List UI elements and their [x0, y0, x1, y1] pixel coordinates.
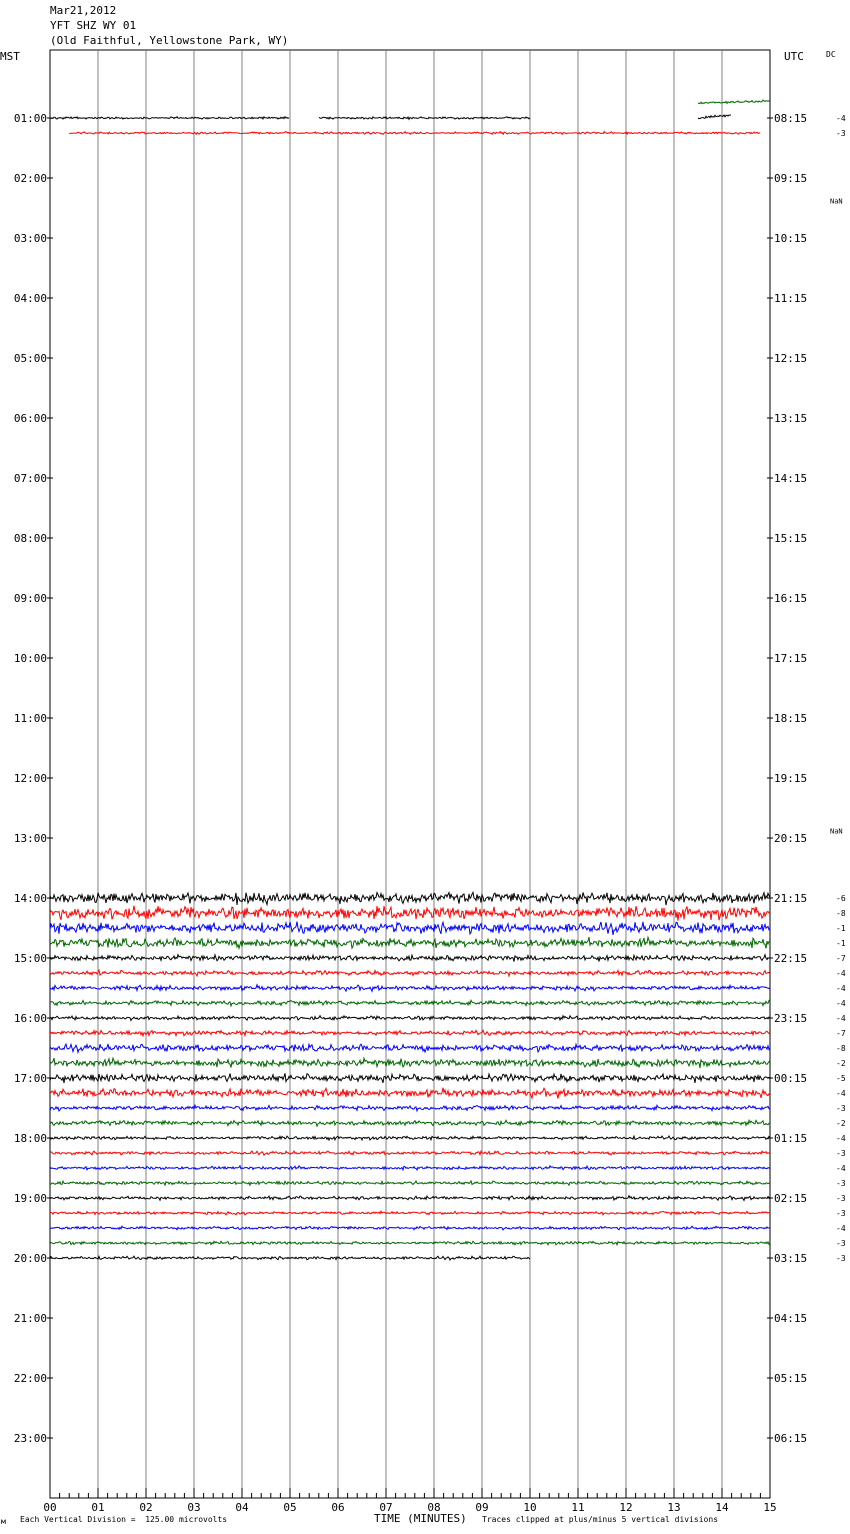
x-tick-label: 12: [619, 1501, 633, 1514]
seismic-trace: [50, 985, 770, 992]
seismic-trace: [50, 1016, 770, 1021]
right-timezone-label: UTC: [784, 50, 804, 63]
seismic-trace: [50, 906, 770, 921]
trace-offset-label: -1: [836, 924, 846, 933]
x-tick-label: 15: [763, 1501, 777, 1514]
trace-offset-label: -8: [836, 1044, 846, 1053]
y-hour-label-left: 05:00: [13, 352, 47, 365]
station-code: YFT SHZ WY 01: [50, 19, 137, 32]
trace-offset-label: -4: [836, 114, 846, 123]
x-tick-label: 05: [283, 1501, 297, 1514]
trace-offset-label: -4: [836, 1089, 846, 1098]
trace-offset-label: -4: [836, 1134, 846, 1143]
seismic-trace: [50, 1226, 770, 1230]
trace-offset-label: -4: [836, 969, 846, 978]
y-hour-label-right: 05:15: [774, 1372, 808, 1385]
y-hour-label-left: 09:00: [13, 592, 47, 605]
x-tick-label: 04: [235, 1501, 249, 1514]
trace-offset-label: -7: [836, 954, 846, 963]
y-hour-label-right: 08:15: [774, 112, 808, 125]
y-hour-label-left: 18:00: [13, 1132, 47, 1145]
seismic-trace: [698, 100, 770, 104]
seismic-trace: [50, 937, 770, 948]
seismic-trace: [50, 1166, 770, 1170]
clip-note: Traces clipped at plus/minus 5 vertical divisions: [482, 1515, 719, 1524]
y-hour-label-left: 02:00: [13, 172, 47, 185]
y-hour-label-left: 12:00: [13, 772, 47, 785]
y-hour-label-left: 08:00: [13, 532, 47, 545]
y-hour-label-left: 20:00: [13, 1252, 47, 1265]
x-tick-label: 06: [331, 1501, 345, 1514]
y-hour-label-right: 06:15: [774, 1432, 808, 1445]
trace-offset-label: -3: [836, 1104, 846, 1113]
y-hour-label-left: 23:00: [13, 1432, 47, 1445]
y-hour-label-right: 00:15: [774, 1072, 808, 1085]
plot-date: Mar21,2012: [50, 4, 117, 17]
y-hour-label-right: 11:15: [774, 292, 808, 305]
x-tick-label: 09: [475, 1501, 489, 1514]
y-hour-label-left: 03:00: [13, 232, 47, 245]
seismic-trace: [50, 1181, 770, 1185]
seismic-trace: [50, 1105, 770, 1111]
y-hour-label-left: 13:00: [13, 832, 47, 845]
y-hour-label-left: 06:00: [13, 412, 47, 425]
seismic-trace: [50, 1073, 770, 1083]
seismic-trace: [50, 1151, 770, 1155]
x-tick-label: 02: [139, 1501, 153, 1514]
seismic-trace: [50, 955, 770, 962]
trace-offset-label: -3: [836, 1209, 846, 1218]
y-hour-label-left: 10:00: [13, 652, 47, 665]
x-tick-label: 14: [715, 1501, 729, 1514]
seismic-trace: [50, 1000, 770, 1006]
trace-offset-label: -8: [836, 909, 846, 918]
trace-offset-label: -2: [836, 1119, 846, 1128]
y-hour-label-right: 10:15: [774, 232, 808, 245]
plot-frame: [50, 50, 770, 1498]
y-hour-label-right: 02:15: [774, 1192, 808, 1205]
y-hour-label-right: 09:15: [774, 172, 808, 185]
y-hour-label-left: 21:00: [13, 1312, 47, 1325]
y-hour-label-right: 03:15: [774, 1252, 808, 1265]
x-tick-label: 00: [43, 1501, 57, 1514]
y-hour-label-left: 14:00: [13, 892, 47, 905]
station-location: (Old Faithful, Yellowstone Park, WY): [50, 34, 289, 47]
y-hour-label-right: 14:15: [774, 472, 808, 485]
y-hour-label-right: 12:15: [774, 352, 808, 365]
y-hour-label-left: 04:00: [13, 292, 47, 305]
trace-offset-label: -5: [836, 1074, 846, 1083]
y-hour-label-right: 04:15: [774, 1312, 808, 1325]
seismic-trace: [50, 1044, 770, 1052]
y-hour-label-left: 01:00: [13, 112, 47, 125]
seismic-trace: [50, 970, 770, 976]
trace-offset-label: -7: [836, 1029, 846, 1038]
x-tick-label: 11: [571, 1501, 585, 1514]
y-hour-label-right: 23:15: [774, 1012, 808, 1025]
trace-offset-label: -3: [836, 1149, 846, 1158]
y-hour-label-left: 22:00: [13, 1372, 47, 1385]
trace-offset-label: -3: [836, 129, 846, 138]
trace-offset-label: -3: [836, 1239, 846, 1248]
dc-label: DC: [826, 50, 836, 59]
trace-offset-label: -4: [836, 1224, 846, 1233]
trace-offset-label: -4: [836, 984, 846, 993]
y-hour-label-right: 15:15: [774, 532, 808, 545]
seismic-trace: [50, 922, 770, 935]
x-tick-label: 08: [427, 1501, 441, 1514]
y-hour-label-right: 19:15: [774, 772, 808, 785]
trace-offset-label: -4: [836, 999, 846, 1008]
seismic-trace-segment: [698, 115, 731, 119]
trace-offset-label: -4: [836, 1164, 846, 1173]
trace-offset-label: -2: [836, 1059, 846, 1068]
trace-offset-label: -6: [836, 894, 846, 903]
seismic-trace: [69, 132, 760, 135]
seismic-trace: [50, 1030, 770, 1036]
y-hour-label-right: 01:15: [774, 1132, 808, 1145]
trace-offset-label: -3: [836, 1254, 846, 1263]
corner-mark: м: [1, 1517, 6, 1526]
seismic-trace: [50, 1211, 770, 1215]
x-tick-label: 03: [187, 1501, 201, 1514]
left-timezone-label: MST: [0, 50, 20, 63]
trace-offset-label: -3: [836, 1179, 846, 1188]
nan-label: NaN: [830, 197, 843, 206]
seismic-trace: [50, 1136, 770, 1140]
x-axis-title: TIME (MINUTES): [374, 1512, 467, 1525]
nan-label: NaN: [830, 827, 843, 836]
x-tick-label: 13: [667, 1501, 681, 1514]
trace-offset-label: -1: [836, 939, 846, 948]
y-hour-label-left: 16:00: [13, 1012, 47, 1025]
y-hour-label-right: 13:15: [774, 412, 808, 425]
seismic-trace: [50, 1120, 770, 1126]
x-tick-label: 07: [379, 1501, 393, 1514]
y-hour-label-left: 07:00: [13, 472, 47, 485]
y-hour-label-left: 15:00: [13, 952, 47, 965]
y-hour-label-right: 18:15: [774, 712, 808, 725]
y-hour-label-right: 17:15: [774, 652, 808, 665]
y-hour-label-left: 17:00: [13, 1072, 47, 1085]
seismic-trace: [50, 1088, 770, 1099]
y-hour-label-left: 11:00: [13, 712, 47, 725]
y-hour-label-right: 22:15: [774, 952, 808, 965]
division-note: Each Vertical Division = 125.00 microvolts: [20, 1515, 228, 1524]
trace-offset-label: -4: [836, 1014, 846, 1023]
x-tick-label: 01: [91, 1501, 105, 1514]
seismic-trace: [50, 1241, 770, 1245]
seismic-trace: [50, 892, 770, 905]
seismic-trace: [50, 1058, 770, 1068]
y-hour-label-right: 20:15: [774, 832, 808, 845]
x-tick-label: 10: [523, 1501, 537, 1514]
y-hour-label-right: 21:15: [774, 892, 808, 905]
y-hour-label-left: 19:00: [13, 1192, 47, 1205]
trace-offset-label: -3: [836, 1194, 846, 1203]
seismic-trace: [50, 1196, 770, 1201]
y-hour-label-right: 16:15: [774, 592, 808, 605]
